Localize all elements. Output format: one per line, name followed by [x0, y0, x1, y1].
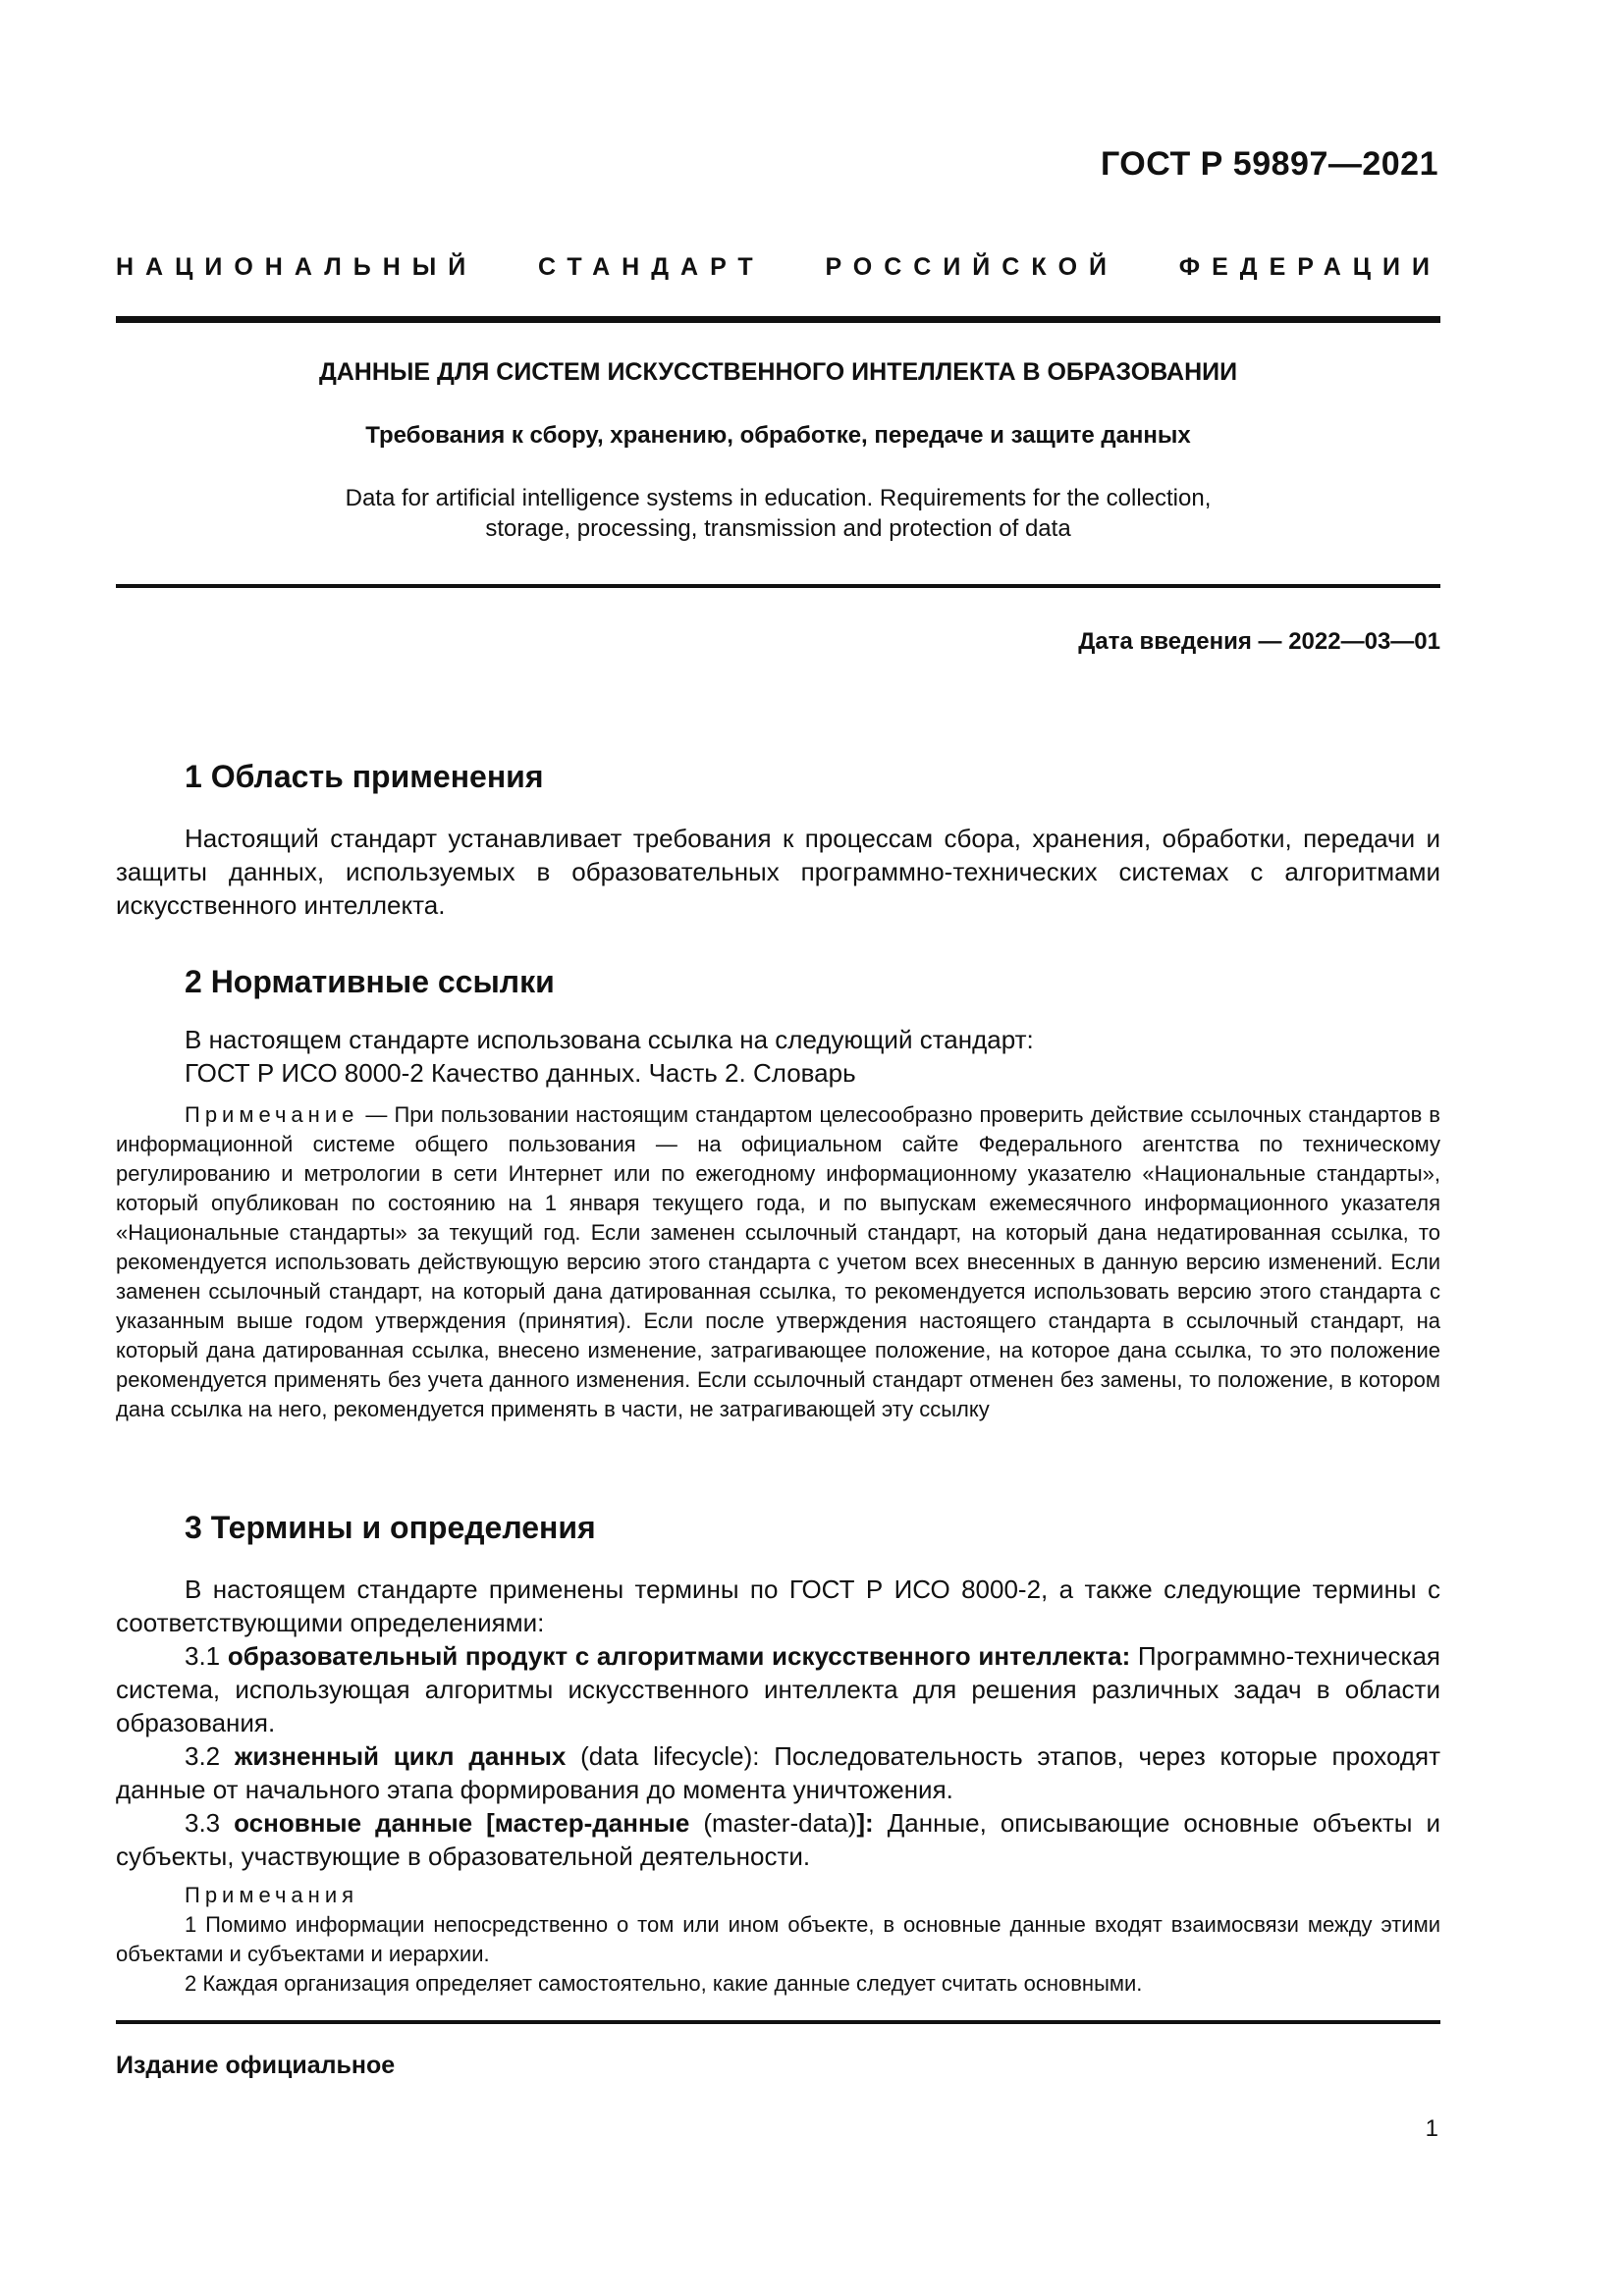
term-3-2: 3.2 жизненный цикл данных (data lifecycle): Последовательность этапов, через которые проходят данные от начального этапа формирования до момента уничтожения.	[116, 1741, 1440, 1804]
bottom-rule	[116, 2020, 1440, 2024]
section-2-note: Примечание — При пользовании настоящим стандартом целесообразно проверить действие ссылочных стандартов в информационной системе общего пользования — на официальном сайте Федерального агентства по техническому регулированию и метрологии в сети Интернет или по ежегодному информационному указателю «Национальные стандарты», который опубликован по состоянию на 1 января текущего года, и по выпускам ежемесячного информационного указателя «Национальные стандарты» за текущий год. Если заменен ссылочный стандарт, на который дана недатированная ссылка, то рекомендуется использовать действующую версию этого стандарта с учетом всех внесенных в данную версию изменений. Если заменен ссылочный стандарт, на который дана датированная ссылка, то рекомендуется использовать версию этого стандарта с указанным выше годом утверждения (принятия). Если после утверждения настоящего стандарта в ссылочный стандарт, на который дана датированная ссылка, внесено изменение, затрагивающее положение, на которое дана ссылка, то это положение рекомендуется применять без учета данного изменения. Если ссылочный стандарт отменен без замены, то положение, в котором дана ссылка на него, рекомендуется применять в части, не затрагивающей эту ссылку	[116, 1102, 1440, 1421]
section-3-notes	[116, 1881, 1440, 1999]
term-3-1-name: образовательный продукт с алгоритмами искусственного интеллекта:	[227, 1641, 1131, 1671]
section-1-text: Настоящий стандарт устанавливает требования к процессам сбора, хранения, обработки, передачи и защиты данных, используемых в образовательных программно-технических системах с алгоритмами искусственного интеллекта.	[116, 824, 1440, 920]
document-number: ГОСТ Р 59897—2021	[1100, 145, 1438, 183]
edition-label: Издание официальное	[116, 2052, 396, 2079]
term-3-3-name: основные данные [мастер-данные	[234, 1808, 690, 1838]
english-title	[116, 483, 1440, 544]
note-label: Примечание	[185, 1102, 359, 1127]
national-standard-title: НАЦИОНАЛЬНЫЙ СТАНДАРТ РОССИЙСКОЙ ФЕДЕРАЦИИ	[116, 253, 1441, 281]
title-rule	[116, 584, 1440, 588]
section-2-text	[116, 1023, 1440, 1090]
english-title-line-1: Data for artificial intelligence systems in education. Requirements for the collection,	[345, 485, 1212, 511]
document-subtitle: Требования к сбору, хранению, обработке, передаче и защите данных	[365, 422, 1191, 449]
document-title: ДАННЫЕ ДЛЯ СИСТЕМ ИСКУССТВЕННОГО ИНТЕЛЛЕКТА В ОБРАЗОВАНИИ	[318, 358, 1238, 386]
term-3-1: 3.1 образовательный продукт с алгоритмами искусственного интеллекта: Программно-техническая система, использующая алгоритмы искусственного интеллекта для решения различных задач в области образования.	[116, 1641, 1441, 1737]
english-title-line-2: storage, processing, transmission and protection of data	[485, 515, 1071, 542]
section-3-intro: В настоящем стандарте применены термины по ГОСТ Р ИСО 8000-2, а также следующие термины с соответствующими определениями:	[116, 1575, 1440, 1637]
section-1-heading: 1 Область применения	[185, 759, 544, 794]
note-text: При пользовании настоящим стандартом целесообразно проверить действие ссылочных стандартов в информационной системе общего пользования — на официальном сайте Федерального агентства по техническому регулированию и метрологии в сети Интернет или по ежегодному информационному указателю «Национальные стандарты», который опубликован по состоянию на 1 января текущего года, и по выпускам ежемесячного информационного указателя «Национальные стандарты» за текущий год. Если заменен ссылочный стандарт, на который дана недатированная ссылка, то рекомендуется использовать действующую версию этого стандарта с учетом всех внесенных в данную версию изменений. Если заменен ссылочный стандарт, на который дана датированная ссылка, то рекомендуется использовать версию этого стандарта с указанным выше годом утверждения (принятия). Если после утверждения настоящего стандарта в ссылочный стандарт, на который дана датированная ссылка, внесено изменение, затрагивающее положение, на которое дана ссылка, то это положение рекомендуется применять без учета данного изменения. Если ссылочный стандарт отменен без замены, то положение, в котором дана ссылка на него, рекомендуется применять в части, не затрагивающей эту ссылку	[116, 1102, 1440, 1421]
section-2-heading: 2 Нормативные ссылки	[185, 964, 555, 999]
notes-label: Примечания	[185, 1883, 359, 1907]
note-1: 1 Помимо информации непосредственно о том или ином объекте, в основные данные входят взаимосвязи между этими объектами и субъектами и иерархии.	[116, 1912, 1440, 1966]
term-3-3: 3.3 основные данные [мастер-данные (master-data)]: Данные, описывающие основные объекты и субъекты, участвующие в образовательной деятельности.	[116, 1808, 1440, 1871]
section-2-reference: ГОСТ Р ИСО 8000-2 Качество данных. Часть 2. Словарь	[185, 1058, 856, 1088]
section-3-heading: 3 Термины и определения	[185, 1510, 596, 1545]
top-rule	[116, 316, 1440, 323]
introduction-date: Дата введения — 2022—03—01	[1078, 628, 1440, 655]
page-number: 1	[1425, 2115, 1438, 2142]
note-2: 2 Каждая организация определяет самостоятельно, какие данные следует считать основными.	[185, 1971, 1143, 1996]
section-2-line-1: В настоящем стандарте использована ссылка на следующий стандарт:	[185, 1025, 1034, 1054]
term-3-2-name: жизненный цикл данных	[234, 1741, 567, 1771]
